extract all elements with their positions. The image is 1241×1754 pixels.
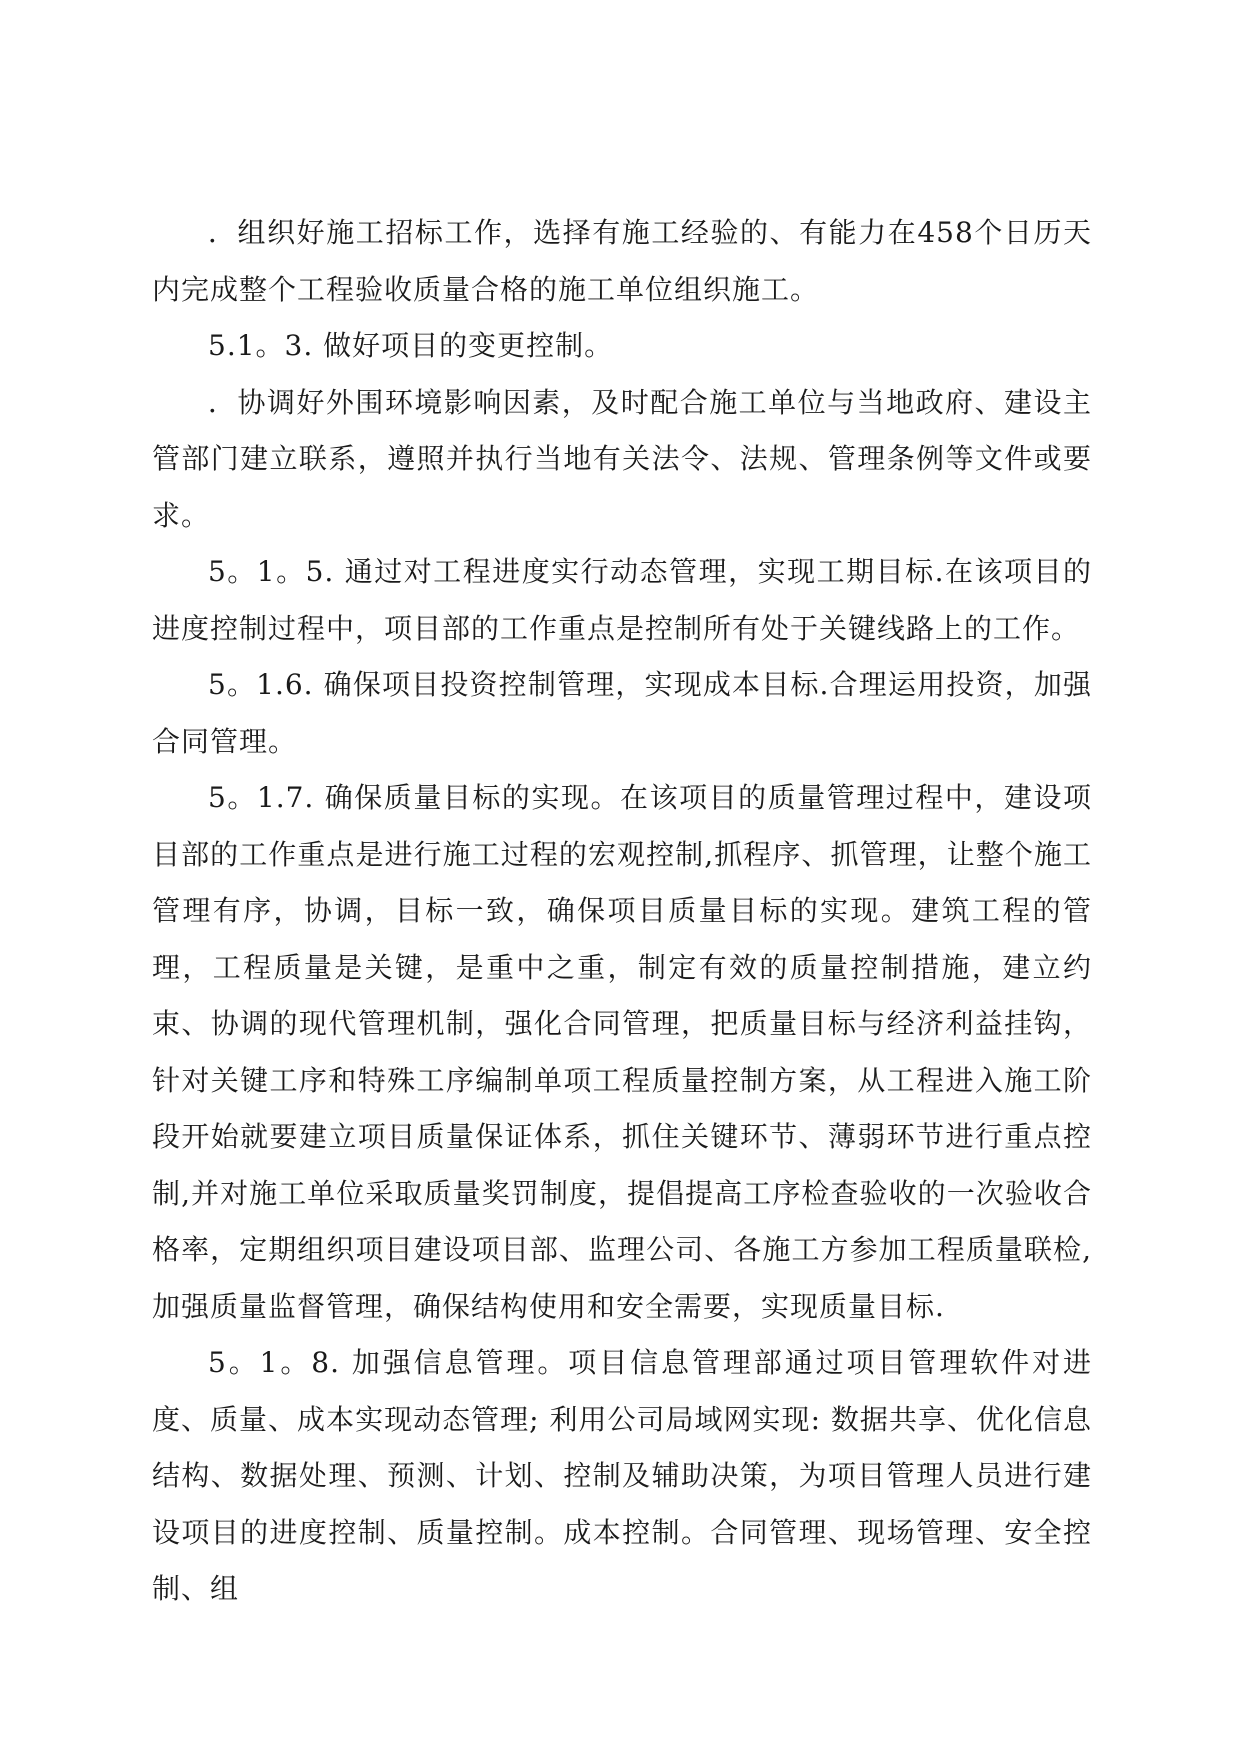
document-body bbox=[152, 205, 1092, 1618]
paragraph-investment-control: 5。1.6. 确保项目投资控制管理，实现成本目标.合理运用投资，加强合同管理。 bbox=[152, 668, 1092, 758]
paragraph-information-management: 5。1。8. 加强信息管理。项目信息管理部通过项目管理软件对进度、质量、成本实现动态管理; 利用公司局域网实现: 数据共享、优化信息结构、数据处理、预测、计划、控制及辅助决策，为项目管理人员进行建设项目的进度控制、质量控制。成本控制。合同管理、现场管理、安全控制、组 bbox=[152, 1346, 1092, 1605]
paragraph-external-coordination: ．协调好外围环境影响因素，及时配合施工单位与当地政府、建设主管部门建立联系，遵照并执行当地有关法令、法规、管理条例等文件或要求。 bbox=[152, 385, 1092, 532]
paragraph-quality-control: 5。1.7. 确保质量目标的实现。在该项目的质量管理过程中，建设项目部的工作重点是进行施工过程的宏观控制,抓程序、抓管理，让整个施工管理有序，协调，目标一致，确保项目质量目标的实现。建筑工程的管理，工程质量是关键，是重中之重，制定有效的质量控制措施，建立约束、协调的现代管理机制，强化合同管理，把质量目标与经济利益挂钩，针对关键工序和特殊工序编制单项工程质量控制方案，从工程进入施工阶段开始就要建立项目质量保证体系，抓住关键环节、薄弱环节进行重点控制,并对施工单位采取质量奖罚制度，提倡提高工序检查验收的一次验收合格率，定期组织项目建设项目部、监理公司、各施工方参加工程质量联检,加强质量监督管理，确保结构使用和安全需要，实现质量目标. bbox=[152, 781, 1092, 1323]
paragraph-change-control: 5.1。3. 做好项目的变更控制。 bbox=[208, 329, 614, 362]
paragraph-tendering: ．组织好施工招标工作，选择有施工经验的、有能力在458个日历天内完成整个工程验收质量合格的施工单位组织施工。 bbox=[152, 216, 1092, 306]
paragraph-schedule-control: 5。1。5. 通过对工程进度实行动态管理，实现工期目标.在该项目的进度控制过程中，项目部的工作重点是控制所有处于关键线路上的工作。 bbox=[152, 555, 1092, 645]
